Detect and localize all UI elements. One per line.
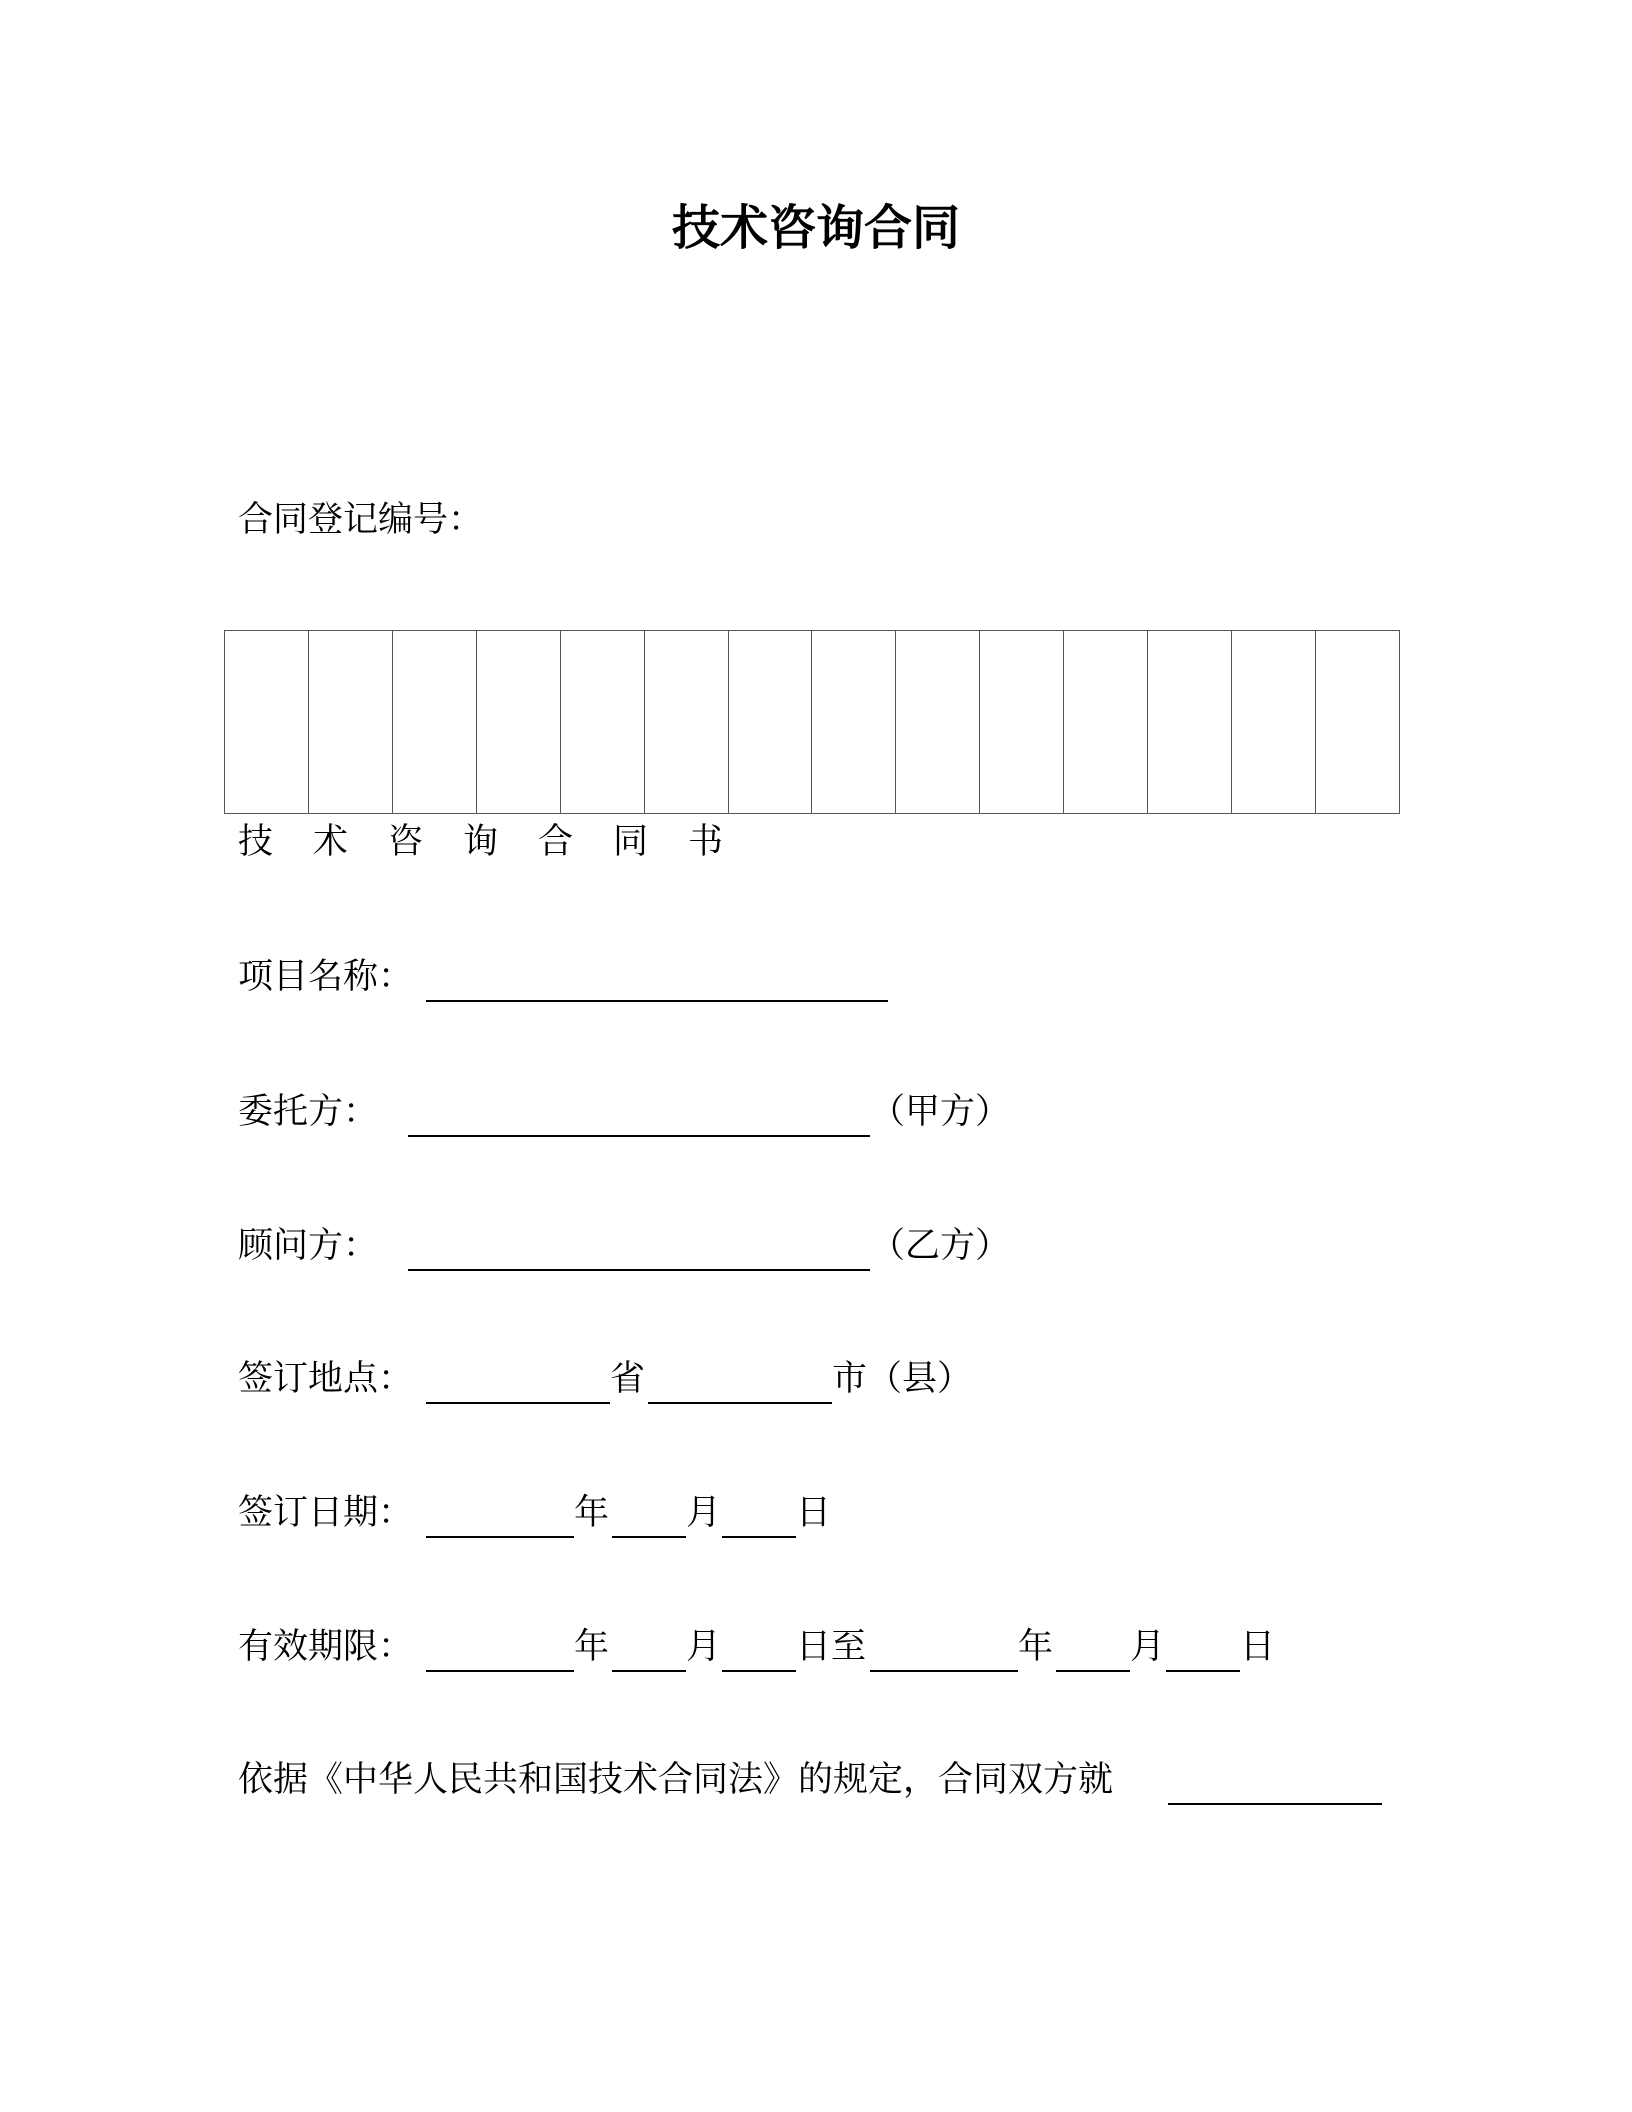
consultant-label: 顾问方： [238,1226,379,1266]
year-unit: 年 [574,1493,610,1533]
document-title: 技术咨询合同 [671,200,960,256]
year-unit: 年 [1018,1627,1054,1667]
registration-box[interactable] [225,631,309,813]
basis-text: 依据《中华人民共和国技术合同法》的规定，合同双方就 [238,1760,1114,1800]
year-unit: 年 [574,1627,610,1667]
contract-subtitle: 技术咨询合同书 [238,822,764,862]
registration-box[interactable] [1148,631,1232,813]
consultant-suffix: （乙方） [870,1226,1011,1266]
registration-box[interactable] [729,631,813,813]
signing-year-field[interactable] [426,1536,574,1538]
month-unit: 月 [686,1493,722,1533]
registration-box[interactable] [645,631,729,813]
province-unit: 省 [610,1359,646,1399]
province-field[interactable] [426,1402,610,1404]
registration-box[interactable] [1316,631,1399,813]
registration-box[interactable] [393,631,477,813]
validity-end-day-field[interactable] [1166,1670,1240,1672]
client-field[interactable] [408,1135,870,1137]
registration-label: 合同登记编号： [238,500,484,540]
validity-end-month-field[interactable] [1056,1670,1130,1672]
subject-field[interactable] [1168,1803,1382,1805]
day-unit: 日 [796,1493,832,1533]
signing-month-field[interactable] [612,1536,686,1538]
registration-number-grid[interactable] [224,630,1400,814]
validity-start-year-field[interactable] [426,1670,574,1672]
validity-start-month-field[interactable] [612,1670,686,1672]
registration-box[interactable] [812,631,896,813]
registration-box[interactable] [1232,631,1316,813]
registration-box[interactable] [980,631,1064,813]
validity-label: 有效期限： [238,1627,414,1667]
validity-end-year-field[interactable] [870,1670,1018,1672]
day-unit: 日 [1240,1627,1276,1667]
registration-box[interactable] [896,631,980,813]
city-field[interactable] [648,1402,832,1404]
client-suffix: （甲方） [870,1092,1011,1132]
month-unit: 月 [686,1627,722,1667]
registration-box[interactable] [561,631,645,813]
project-name-label: 项目名称： [238,957,414,997]
signing-date-label: 签订日期： [238,1493,414,1533]
month-unit: 月 [1130,1627,1166,1667]
project-name-field[interactable] [426,1000,888,1002]
registration-box[interactable] [309,631,393,813]
client-label: 委托方： [238,1092,379,1132]
consultant-field[interactable] [408,1269,870,1271]
validity-start-day-field[interactable] [722,1670,796,1672]
signing-place-label: 签订地点： [238,1359,414,1399]
signing-day-field[interactable] [722,1536,796,1538]
registration-box[interactable] [477,631,561,813]
registration-box[interactable] [1064,631,1148,813]
day-to-unit: 日至 [796,1627,867,1667]
city-unit: 市（县） [832,1359,973,1399]
